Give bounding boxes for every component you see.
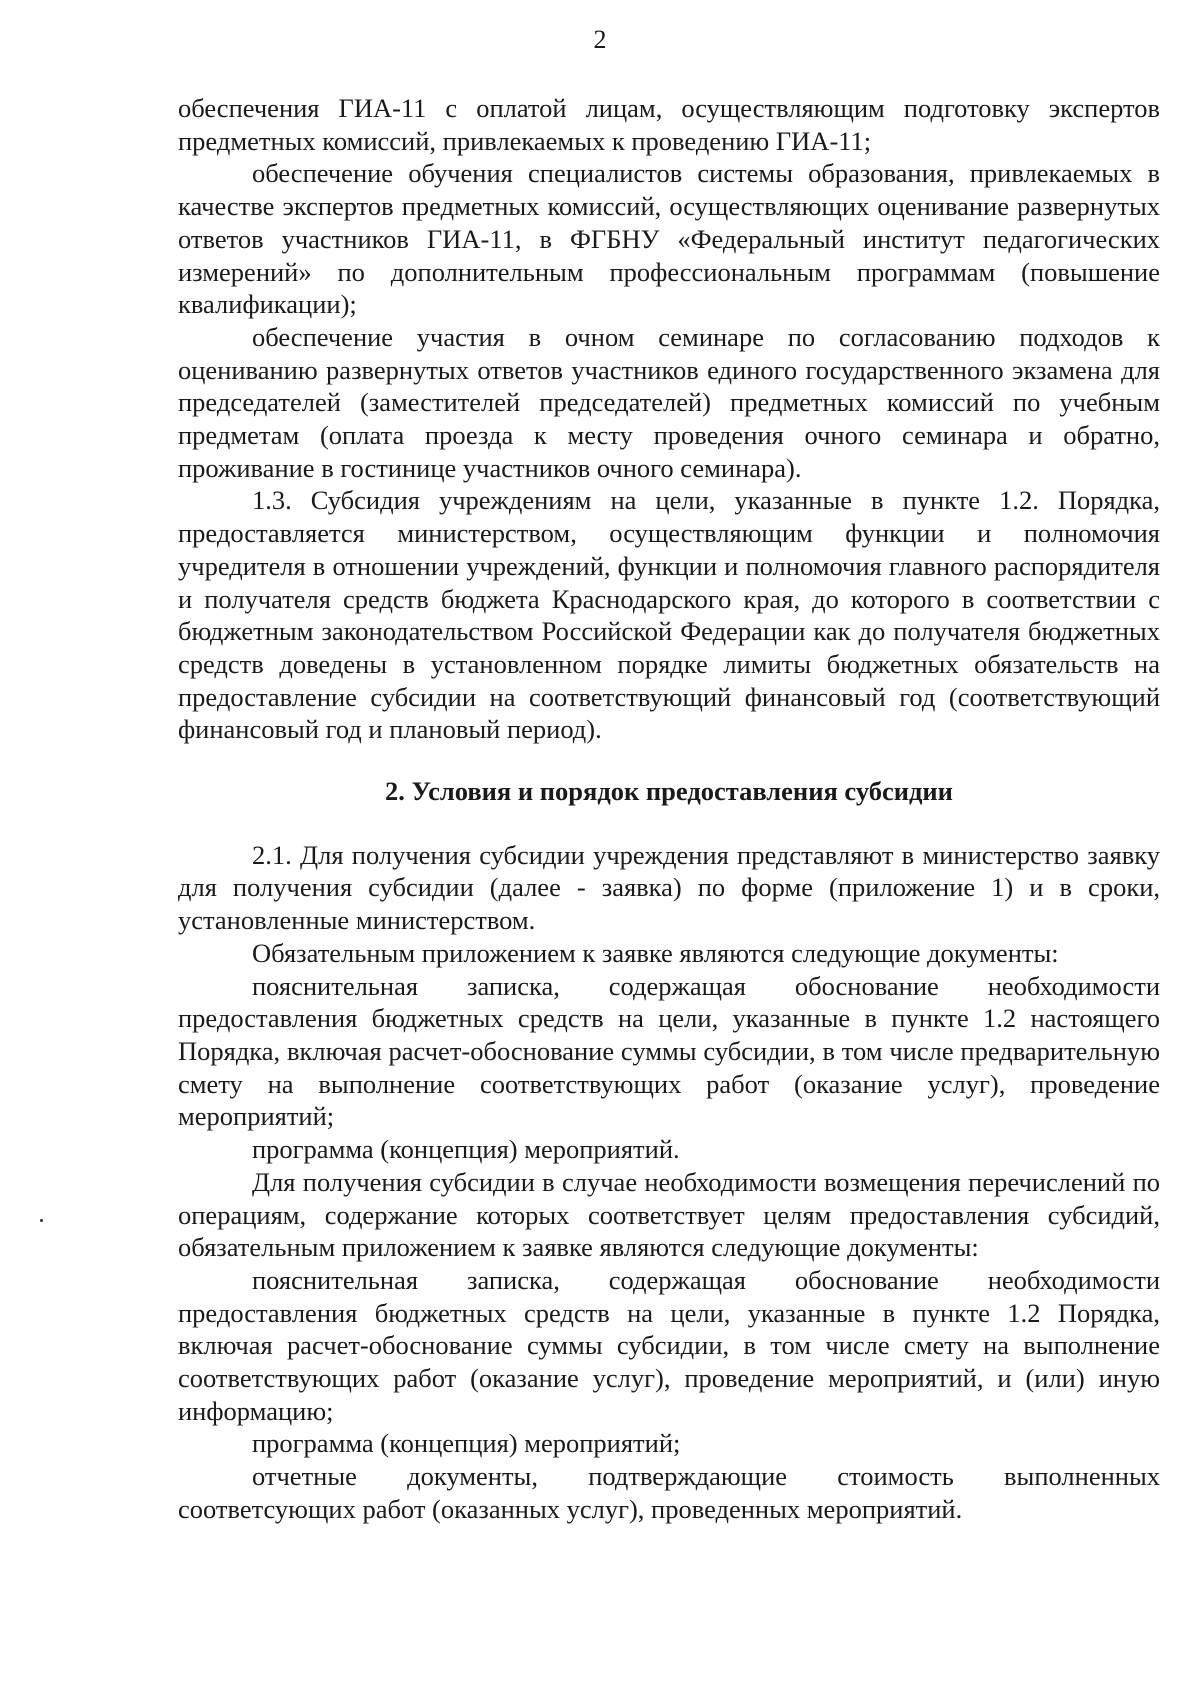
- paragraph-reimbursement: Для получения субсидии в случае необходимости возмещения перечислений по операциям, содержание которых соответствует целям предоставления субсидий, обязательным приложением к заявке являются следующие документы:: [178, 1166, 1160, 1263]
- paragraph-explanatory-note-2: пояснительная записка, содержащая обоснование необходимости предоставления бюджетных средств на цели, указанные в пункте 1.2 Порядка, включая расчет-обоснование суммы субсидии, в том числе смету на выполнение соответствующих работ (оказание услуг), проведение мероприятий, и (или) иную информацию;: [178, 1264, 1160, 1426]
- paragraph-continuation: обеспечения ГИА-11 с оплатой лицам, осуществляющим подготовку экспертов предметных комиссий, привлекаемых к проведению ГИА-11;: [178, 93, 1160, 156]
- document-body: [178, 92, 1160, 1526]
- paragraph-seminar: обеспечение участия в очном семинаре по согласованию подходов к оцениванию развернутых ответов участников единого государственного экзамена для председателей (заместителей председателей) предметных комиссий по учебным предметам (оплата проезда к месту проведения очного семинара и обратно, проживание в гостинице участников очного семинара).: [178, 321, 1160, 483]
- paragraph-program: программа (концепция) мероприятий.: [252, 1134, 680, 1165]
- paragraph-1-3: 1.3. Субсидия учреждениям на цели, указанные в пункте 1.2. Порядка, предоставляется министерством, осуществляющим функции и полномочия учредителя в отношении учреждений, функции и полномочия главного распорядителя и получателя средств бюджета Краснодарского края, до которого в соответствии с бюджетным законодательством Российской Федерации как до получателя бюджетных средств доведены в установленном порядке лимиты бюджетных обязательств на предоставление субсидии на соответствующий финансовый год (соответствующий финансовый год и плановый период).: [178, 485, 1160, 745]
- paragraph-program-2: программа (концепция) мероприятий;: [252, 1428, 681, 1459]
- section-2-heading: 2. Условия и порядок предоставления субсидии: [385, 776, 953, 807]
- scan-speck: [40, 1219, 43, 1222]
- paragraph-explanatory-note: пояснительная записка, содержащая обоснование необходимости предоставления бюджетных средств на цели, указанные в пункте 1.2 настоящего Порядка, включая расчет-обоснование суммы субсидии, в том числе предварительную смету на выполнение соответствующих работ (оказание услуг), проведение мероприятий;: [178, 970, 1160, 1132]
- paragraph-2-1: 2.1. Для получения субсидии учреждения представляют в министерство заявку для получения субсидии (далее - заявка) по форме (приложение 1) и в сроки, установленные министерством.: [178, 839, 1160, 936]
- paragraph-reporting-documents: отчетные документы, подтверждающие стоимость выполненных соответсующих работ (оказанных услуг), проведенных мероприятий.: [178, 1461, 1160, 1524]
- paragraph-expert-training: обеспечение обучения специалистов системы образования, привлекаемых в качестве экспертов предметных комиссий, осуществляющих оценивание развернутых ответов участников ГИА-11, в ФГБНУ «Федеральный институт педагогических измерений» по дополнительным профессиональным программам (повышение квалификации);: [178, 158, 1160, 320]
- paragraph-required-documents: Обязательным приложением к заявке являются следующие документы:: [252, 937, 1059, 968]
- page-number: 2: [593, 25, 607, 54]
